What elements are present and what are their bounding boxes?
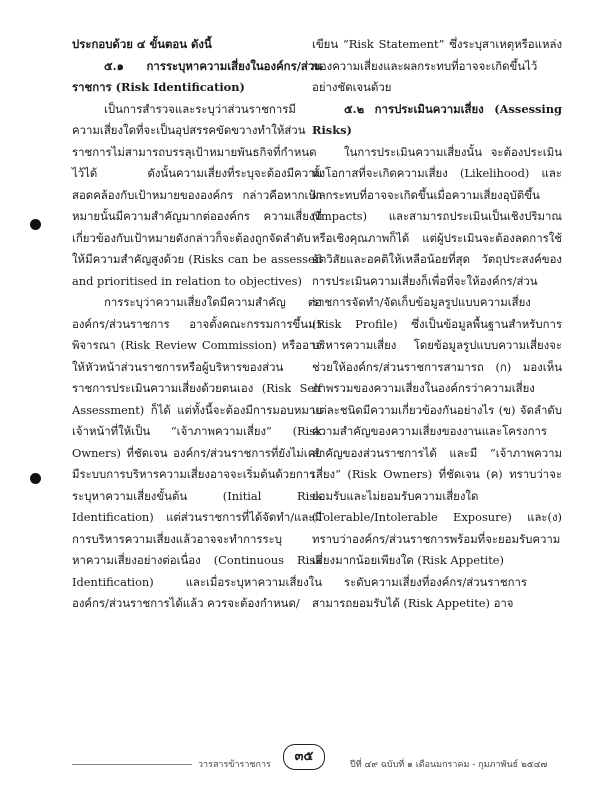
footer-journal-name: วารสารข้าราชการ [198, 760, 271, 770]
right-column [312, 34, 562, 615]
footer-issue-info: ปีที่ ๔๙ ฉบับที่ ๑ เดือนมกราคม - กุมภาพันธ์ ๒๕๔๗ [350, 760, 548, 770]
section-5-1-heading: ๕.๑ การระบุหาความเสี่ยงในองค์กร/ส่วนราชการ (Risk Identification) [72, 58, 322, 94]
right-paragraph-1: ในการประเมินความเสี่ยงนั้น จะต้องประเมินทั้งโอกาสที่จะเกิดความเสี่ยง (Likelihood) และผลกระทบที่อาจจะเกิดขึ้นเมื่อความเสี่ยงอุบัติขึ้น (Impacts) และสามารถประเมินเป็นเชิงปริมาณหรือเชิงคุณภาพก็ได้ แต่ผู้ประเมินจะต้องลดการใช้อัตวิสัยและอคติให้เหลือน้อยที่สุด วัตถุประสงค์ของการประเมินความเสี่ยงก็เพื่อที่จะให้องค์กร/ส่วนราชการจัดทำ/จัดเก็บข้อมูลรูปแบบความเสี่ยง (Risk Profile) ซึ่งเป็นข้อมูลพื้นฐานสำหรับการบริหารความเสี่ยง โดยข้อมูลรูปแบบความเสี่ยงจะช่วยให้องค์กร/ส่วนราชการสามารถ (ก) มองเห็นภาพรวมของความเสี่ยงในองค์กรว่าความเสี่ยงแต่ละชนิดมีความเกี่ยวข้องกันอย่างไร (ข) จัดลำดับความสำคัญของความเสี่ยงของงานและโครงการสำคัญของส่วนราชการได้ และมี “เจ้าภาพความเสี่ยง” (Risk Owners) ที่ชัดเจน (ค) ทราบว่าจะยอมรับและไม่ยอมรับความเสี่ยงใด (Tolerable/Intolerable Exposure) และ(ง) ทราบว่าองค์กร/ส่วนราชการพร้อมที่จะยอมรับความเสี่ยงมากน้อยเพียงใด (Risk Appetite) [312, 144, 562, 567]
right-paragraph-2: ระดับความเสี่ยงที่องค์กร/ส่วนราชการสามารถยอมรับได้ (Risk Appetite) อาจ [312, 574, 528, 610]
page-number: ๓๕ [283, 744, 325, 770]
footer-rule-left [72, 764, 192, 765]
right-paragraph-0: เขียน “Risk Statement” ซึ่งระบุสาเหตุหรือแหล่งของความเสี่ยงและผลกระทบที่อาจจะเกิดขึ้นไว้อย่างชัดเจนด้วย [312, 37, 562, 94]
binder-hole-icon [30, 473, 41, 484]
binder-hole-icon [30, 219, 41, 230]
left-paragraph-2: การระบุว่าความเสี่ยงใดมีความสำคัญ ต่อองค์กร/ส่วนราชการ อาจตั้งคณะกรรมการขึ้นมาพิจารณา (Risk Review Commission) หรืออาจให้หัวหน้าส่วนราชการหรือผู้บริหารของส่วนราชการประเมินความเสี่ยงด้วยตนเอง (Risk Self Assessment) ก็ได้ แต่ทั้งนี้จะต้องมีการมอบหมายเจ้าหน้าที่ให้เป็น “เจ้าภาพความเสี่ยง” (Risk Owners) ที่ชัดเจน องค์กร/ส่วนราชการที่ยังไม่เคยมีระบบการบริหารความเสี่ยงอาจจะเริ่มต้นด้วยการระบุหาความเสี่ยงขั้นต้น (Initial Risk Identification) แต่ส่วนราชการที่ได้จัดทำ/และมีการบริหารความเสี่ยงแล้วอาจจะทำการระบุหาความเสี่ยงอย่างต่อเนื่อง (Continuous Risk Identification) และเมื่อระบุหาความเสี่ยงในองค์กร/ส่วนราชการได้แล้ว ควรจะต้องกำหนด/ [72, 295, 322, 610]
section-5-2-heading: ๕.๒ การประเมินความเสี่ยง (Assessing Risks) [312, 101, 562, 137]
left-column [72, 34, 322, 615]
intro-line: ประกอบด้วย ๔ ขั้นตอน ดังนี้ [72, 37, 212, 51]
left-paragraph-1: เป็นการสำรวจและระบุว่าส่วนราชการมีความเสี่ยงใดที่จะเป็นอุปสรรคขัดขวางทำให้ส่วนราชการไม่สามารถบรรลุเป้าหมายพันธกิจที่กำหนดไว้ได้ ดังนั้นความเสี่ยงที่ระบุจะต้องมีความสอดคล้องกับเป้าหมายขององค์กร กล่าวคือหากเป้าหมายนั้นมีความสำคัญมากต่อองค์กร ความเสี่ยงที่เกี่ยวข้องกับเป้าหมายดังกล่าวก็จะต้องถูกจัดลำดับให้มีความสำคัญสูงด้วย (Risks can be assessed and prioritised in relation to objectives) [72, 101, 322, 288]
